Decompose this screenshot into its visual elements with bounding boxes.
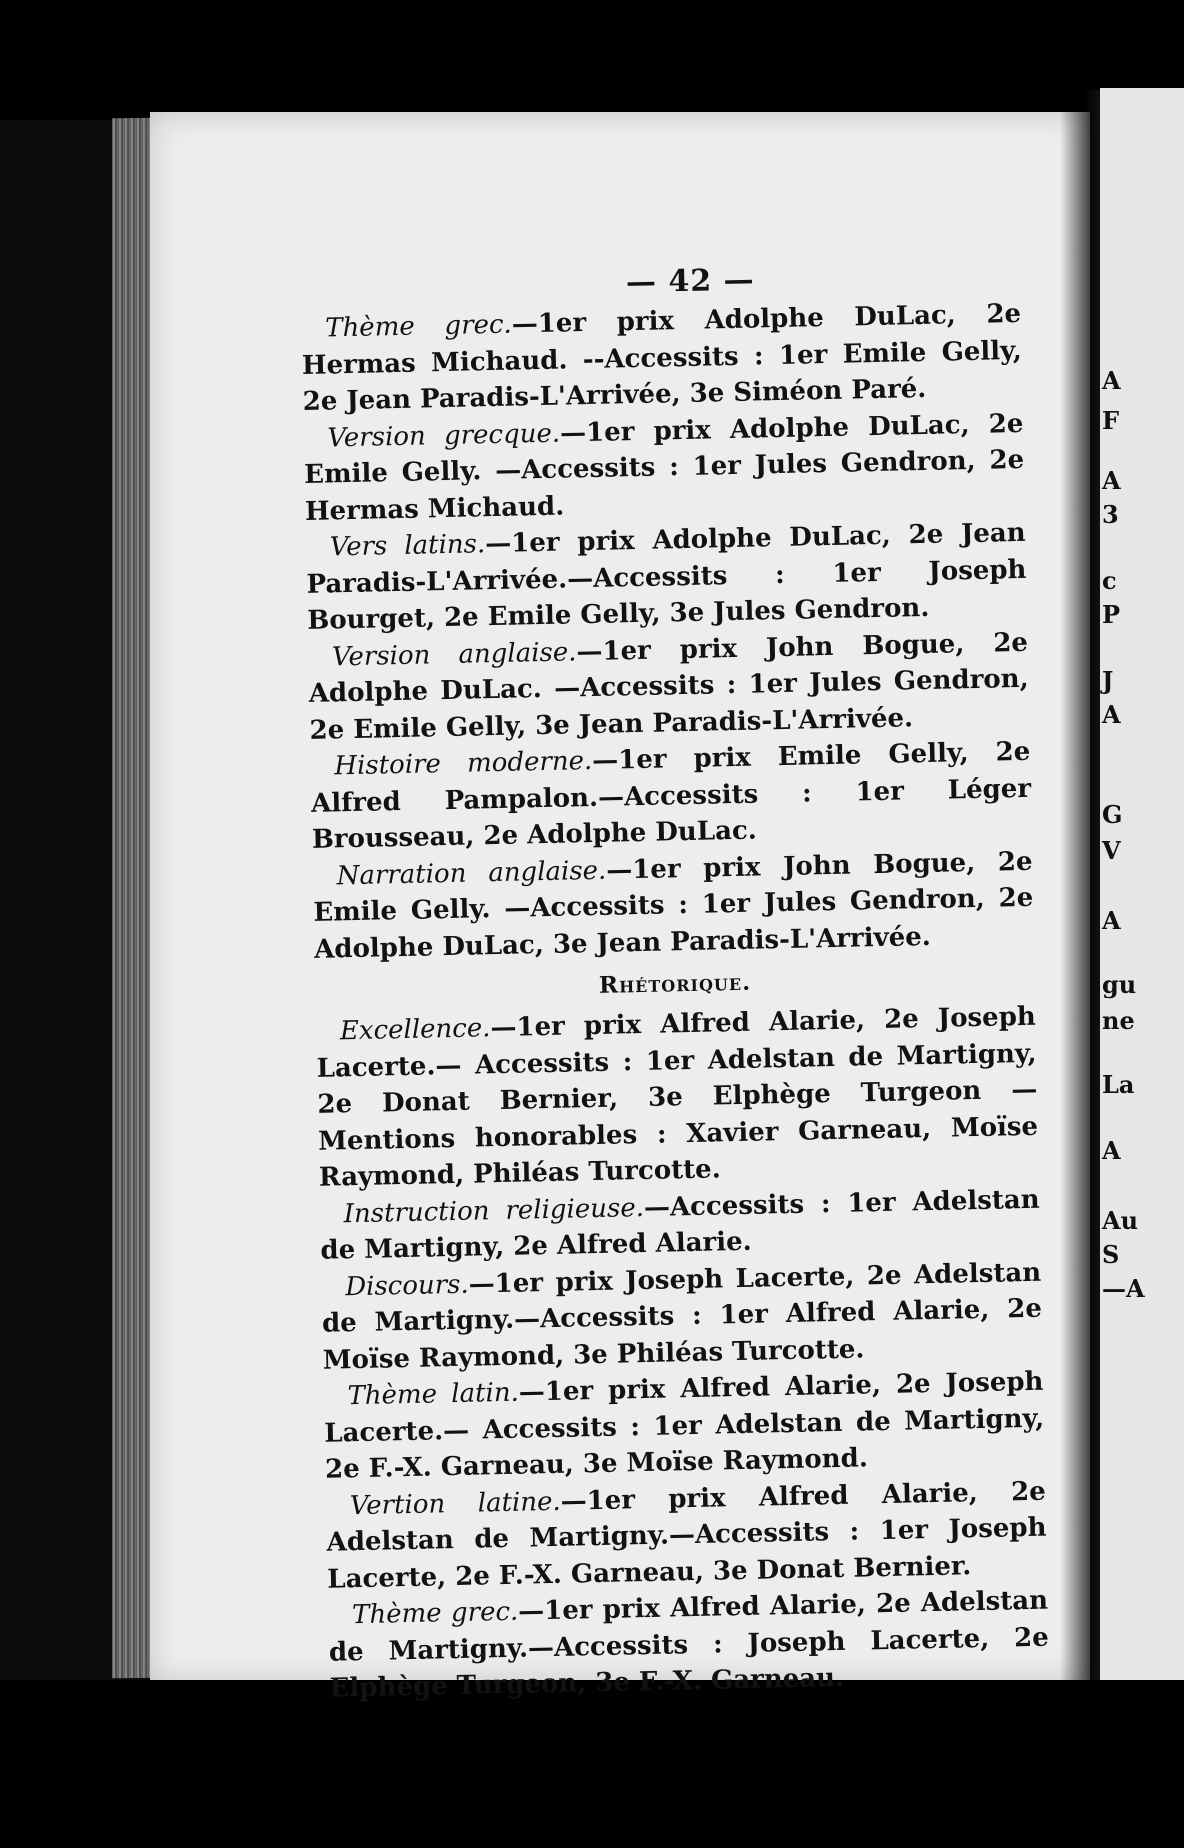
- facing-page-fragment: G: [1102, 800, 1123, 829]
- prize-winners: —1er prix Adolphe DuLac, 2e Jean Paradis-L'Arrivée.—Accessits : 1er Joseph Bourget, 2e Emile Gelly, 3e Jules Gendron.: [306, 517, 1027, 636]
- prize-entry: [312, 843, 1034, 968]
- facing-page-fragment: A: [1102, 1136, 1121, 1165]
- prize-subject: Version anglaise.: [331, 636, 577, 672]
- prize-winners: —1er prix Alfred Alarie, 2e Joseph Lacerte.— Accessits : 1er Adelstan de Martigny, 2e F.-X. Garneau, 3e Moïse Raymond.: [324, 1366, 1045, 1485]
- prize-entry: [305, 515, 1027, 640]
- prize-list-part2: [316, 999, 1050, 1707]
- prize-winners: —1er prix John Bogue, 2e Adolphe DuLac. —Accessits : 1er Jules Gendron, 2e Emile Gelly, 3e Jean Paradis-L'Arrivée.: [308, 627, 1029, 746]
- prize-subject: Instruction religieuse.: [343, 1192, 645, 1229]
- prize-winners: —1er prix John Bogue, 2e Emile Gelly. —Accessits : 1er Jules Gendron, 2e Adolphe DuLac, 3e Jean Paradis-L'Arrivée.: [313, 846, 1034, 965]
- facing-page-fragment: A: [1102, 906, 1121, 935]
- facing-page-fragment: A: [1102, 700, 1121, 729]
- prize-subject: Narration anglaise.: [336, 855, 607, 891]
- prize-winners: —1er prix Alfred Alarie, 2e Joseph Lacerte.— Accessits : 1er Adelstan de Martigny, 2e Donat Bernier, 3e Elphège Turgeon —Mentions honorables : Xavier Garneau, Moïse Raymond, Philéas Turcotte.: [316, 1001, 1039, 1193]
- prize-subject: Version grecque.: [327, 418, 561, 453]
- page-text: [300, 257, 1050, 1707]
- facing-page-fragment: J: [1102, 666, 1114, 695]
- prize-entry: [310, 734, 1032, 859]
- prize-entry: [323, 1364, 1045, 1489]
- spine-shadow: [1060, 90, 1100, 1690]
- facing-page-fragment: A: [1102, 466, 1121, 495]
- facing-page-fragment: F: [1102, 406, 1120, 435]
- scan-top-border: [0, 0, 1184, 120]
- facing-page-fragment: c: [1102, 566, 1117, 595]
- prize-subject: Thème grec.: [324, 309, 513, 344]
- prize-winners: —1er prix Alfred Alarie, 2e Adelstan de Martigny.—Accessits : Joseph Lacerte, 2e Elphège Turgeon, 3e F.-X. Garneau.: [328, 1585, 1050, 1704]
- facing-page-fragment: gu: [1102, 970, 1137, 999]
- facing-page-fragment: V: [1102, 836, 1121, 865]
- prize-winners: —1er prix Joseph Lacerte, 2e Adelstan de Martigny.—Accessits : 1er Alfred Alarie, 2e Moïse Raymond, 3e Philéas Turcotte.: [321, 1257, 1043, 1376]
- prize-winners: —1er prix Alfred Alarie, 2e Adelstan de Martigny.—Accessits : 1er Joseph Lacerte, 2e F.-X. Garneau, 3e Donat Bernier.: [326, 1476, 1047, 1595]
- prize-entry: [316, 999, 1040, 1197]
- facing-page-fragment: La: [1102, 1070, 1135, 1099]
- prize-subject: Vertion latine.: [349, 1486, 561, 1521]
- prize-winners: —Accessits : 1er Adelstan de Martigny, 2e Alfred Alarie.: [320, 1184, 1040, 1266]
- prize-winners: —1er prix Adolphe DuLac, 2e Emile Gelly. —Accessits : 1er Jules Gendron, 2e Hermas Michaud.: [303, 408, 1025, 527]
- facing-page-fragment: ne: [1102, 1006, 1135, 1035]
- facing-page-fragment: P: [1102, 600, 1121, 629]
- prize-entry: [328, 1583, 1050, 1708]
- prize-entry: [308, 624, 1030, 749]
- prize-entry: [301, 296, 1023, 421]
- prize-subject: Thème latin.: [347, 1377, 520, 1412]
- section-heading-rhetorique: Rhétorique.: [598, 968, 752, 999]
- facing-page-fragment: S: [1102, 1240, 1120, 1269]
- facing-page-fragment: Au: [1102, 1206, 1139, 1235]
- facing-page-fragment: —A: [1102, 1274, 1145, 1303]
- prize-subject: Discours.: [344, 1269, 470, 1302]
- prize-winners: —1er prix Adolphe DuLac, 2e Hermas Michaud. --Accessits : 1er Emile Gelly, 2e Jean Paradis-L'Arrivée, 3e Siméon Paré.: [301, 298, 1023, 417]
- prize-subject: Vers latins.: [329, 529, 486, 563]
- prize-subject: Excellence.: [339, 1013, 491, 1047]
- prize-entry: [325, 1473, 1047, 1598]
- prize-winners: —1er prix Emile Gelly, 2e Alfred Pampalon.—Accessits : 1er Léger Brousseau, 2e Adolphe DuLac.: [310, 736, 1032, 855]
- prize-entry: [303, 405, 1025, 530]
- prize-list-part1: [301, 296, 1035, 968]
- prize-subject: Histoire moderne.: [334, 745, 593, 782]
- scan-bottom-border: [0, 1680, 1184, 1848]
- prize-entry: [321, 1254, 1043, 1379]
- prize-subject: Thème grec.: [351, 1596, 519, 1631]
- facing-page-fragment: 3: [1102, 500, 1119, 529]
- page-number: — 42 —: [625, 262, 755, 301]
- facing-page-edge: [1100, 88, 1184, 1688]
- facing-page-fragment: A: [1102, 366, 1121, 395]
